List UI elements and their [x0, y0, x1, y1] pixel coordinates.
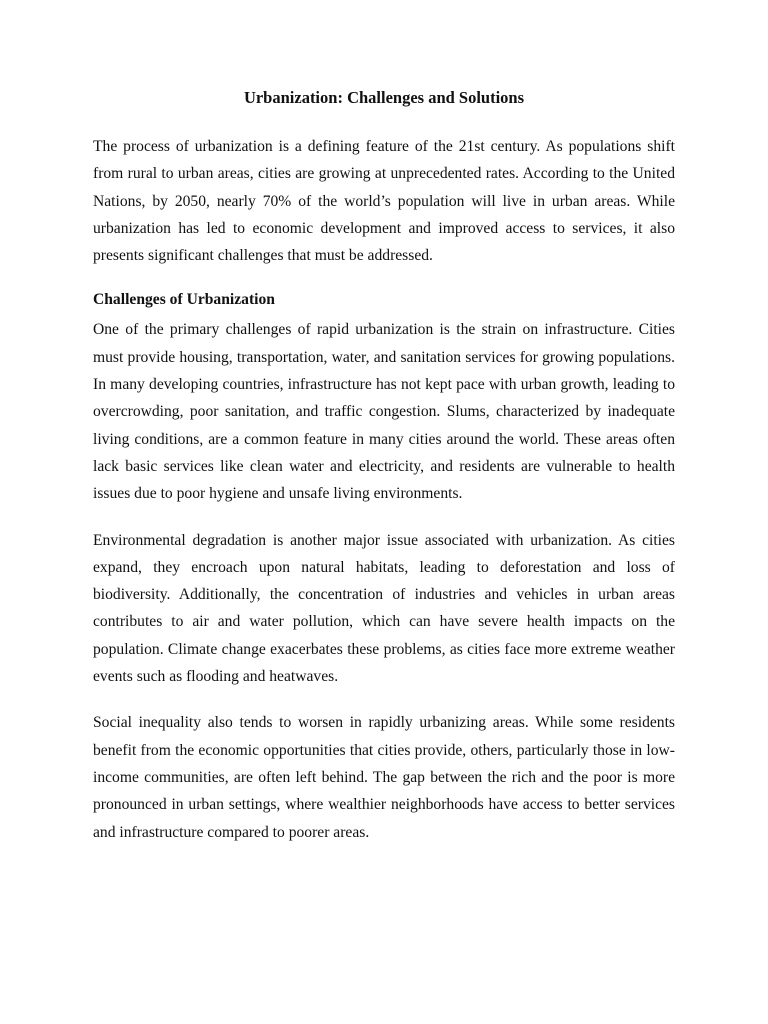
paragraph-inequality: Social inequality also tends to worsen in rapidly urbanizing areas. While some residents benefit from the economic opportunities that cities provide, others, particularly those in low-income communities, are often left behind. The gap between the rich and the poor is more pronounced in urban settings, where wealthier neighborhoods have access to better services and infrastructure compared to poorer areas. [93, 714, 675, 841]
paragraph-environment: Environmental degradation is another major issue associated with urbanization. As cities expand, they encroach upon natural habitats, leading to deforestation and loss of biodiversity. Additionally, the concentration of industries and vehicles in urban areas contributes to air and water pollution, which can have severe health impacts on the population. Climate change exacerbates these problems, as cities face more extreme weather events such as flooding and heatwaves. [93, 531, 675, 686]
intro-paragraph: The process of urbanization is a defining feature of the 21st century. As populations shift from rural to urban areas, cities are growing at unprecedented rates. According to the United Nations, by 2050, nearly 70% of the world’s population will live in urban areas. While urbanization has led to economic development and improved access to services, it also presents significant challenges that must be addressed. [93, 138, 675, 265]
document-title: Urbanization: Challenges and Solutions [243, 88, 525, 107]
document-body [93, 86, 675, 865]
section-heading: Challenges of Urbanization [93, 291, 275, 309]
paragraph-infrastructure: One of the primary challenges of rapid urbanization is the strain on infrastructure. Cities must provide housing, transportation, water, and sanitation services for growing populations. In many developing countries, infrastructure has not kept pace with urban growth, leading to overcrowding, poor sanitation, and traffic congestion. Slums, characterized by inadequate living conditions, are a common feature in many cities around the world. These areas often lack basic services like clean water and electricity, and residents are vulnerable to health issues due to poor hygiene and unsafe living environments. [93, 321, 675, 503]
